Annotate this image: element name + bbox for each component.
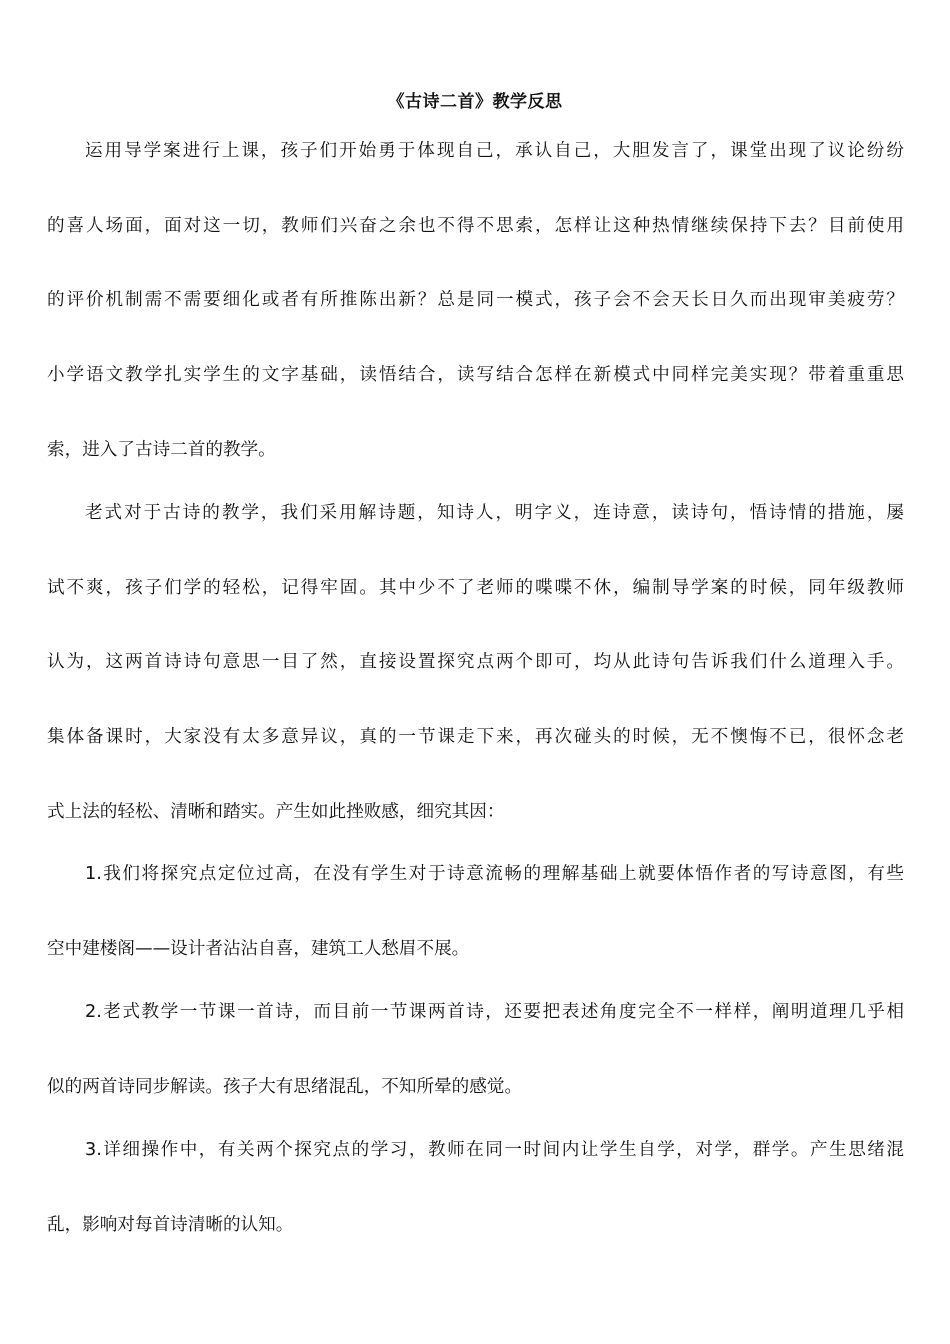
paragraph-1-line-3: 的评价机制需不需要细化或者有所推陈出新？总是同一模式，孩子会不会天长日久而出现审美疲劳？ — [47, 290, 904, 310]
paragraph-3-line-2: 空中建楼阁——设计者沾沾自喜，建筑工人愁眉不展。 — [47, 939, 470, 959]
paragraph-4-line-2: 似的两首诗同步解读。孩子大有思绪混乱，不知所晕的感觉。 — [47, 1077, 523, 1097]
paragraph-5-line-1: 3.详细操作中，有关两个探究点的学习，教师在同一时间内让学生自学，对学，群学。产生思绪混 — [85, 1140, 904, 1160]
paragraph-2-line-1: 老式对于古诗的教学，我们采用解诗题，知诗人，明字义，连诗意，读诗句，悟诗情的措施，屡 — [85, 503, 904, 523]
document-title: 《古诗二首》教学反思 — [387, 92, 563, 112]
paragraph-2-line-3: 认为，这两首诗诗句意思一目了然，直接设置探究点两个即可，均从此诗句告诉我们什么道理入手。 — [47, 652, 904, 672]
paragraph-1-line-1: 运用导学案进行上课，孩子们开始勇于体现自己，承认自己，大胆发言了，课堂出现了议论纷纷 — [85, 141, 904, 161]
paragraph-1-line-4: 小学语文教学扎实学生的文字基础，读悟结合，读写结合怎样在新模式中同样完美实现？带着重重思 — [47, 365, 904, 385]
paragraph-1-line-2: 的喜人场面，面对这一切，教师们兴奋之余也不得不思索，怎样让这种热情继续保持下去？目前使用 — [47, 216, 904, 236]
paragraph-1-line-5: 索，进入了古诗二首的教学。 — [47, 440, 276, 460]
paragraph-4-line-1: 2.老式教学一节课一首诗，而目前一节课两首诗，还要把表述角度完全不一样样，阐明道理几乎相 — [85, 1002, 904, 1022]
paragraph-2-line-2: 试不爽，孩子们学的轻松，记得牢固。其中少不了老师的喋喋不休，编制导学案的时候，同年级教师 — [47, 578, 904, 598]
paragraph-2-line-5: 式上法的轻松、清晰和踏实。产生如此挫败感，细究其因： — [47, 802, 505, 822]
paragraph-5-line-2: 乱，影响对每首诗清晰的认知。 — [47, 1215, 294, 1235]
paragraph-3-line-1: 1.我们将探究点定位过高，在没有学生对于诗意流畅的理解基础上就要体悟作者的写诗意图，有些 — [85, 864, 904, 884]
paragraph-2-line-4: 集体备课时，大家没有太多意异议，真的一节课走下来，再次碰头的时候，无不懊悔不已，很怀念老 — [47, 727, 904, 747]
